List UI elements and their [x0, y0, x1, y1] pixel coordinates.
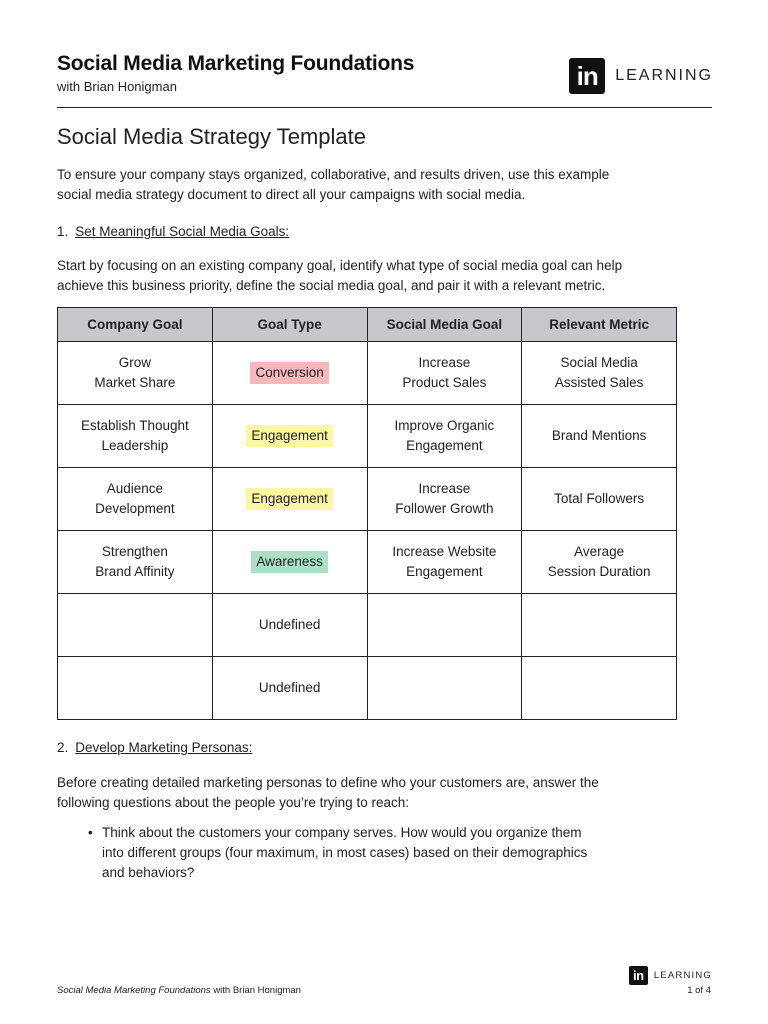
header-company-goal: Company Goal: [58, 308, 213, 342]
company-goal-cell-line: Grow: [118, 355, 151, 370]
relevant-metric-cell: [522, 342, 677, 405]
course-subtitle: with Brian Honigman: [57, 79, 177, 94]
relevant-metric-cell-line: Total Followers: [554, 491, 645, 506]
relevant-metric-cell-line: Social Media: [560, 355, 638, 370]
footer-linkedin-learning-logo: [629, 966, 712, 985]
relevant-metric-cell-line: Brand Mentions: [551, 428, 647, 443]
social-media-goal-cell: [367, 342, 522, 405]
relevant-metric-cell: [522, 468, 677, 531]
footer-credit: [57, 985, 301, 996]
section-2-body: Before creating detailed marketing personas to define who your customers are, answer the following questions about the people you’re trying to reach:: [57, 775, 599, 810]
table-row: [58, 531, 677, 594]
goal-type-tag: Engagement: [246, 488, 333, 510]
social-media-goal-cell-line: Engagement: [406, 564, 483, 579]
company-goal-cell: [58, 342, 213, 405]
linkedin-in-icon: in: [569, 58, 605, 94]
document-title: Social Media Strategy Template: [57, 124, 366, 149]
relevant-metric-cell-line: Average: [574, 544, 625, 559]
table-row: [58, 405, 677, 468]
goal-type-cell: [212, 531, 367, 594]
table-row: [58, 594, 677, 657]
company-goal-cell-line: Leadership: [101, 438, 169, 453]
linkedin-learning-logo: [569, 58, 713, 94]
social-media-goal-cell-line: Engagement: [406, 438, 483, 453]
social-media-goal-cell-line: Increase Website: [392, 544, 497, 559]
company-goal-cell: [58, 531, 213, 594]
goal-type-cell: [212, 594, 367, 657]
goal-type-tag: Conversion: [250, 362, 328, 384]
relevant-metric-cell: [522, 531, 677, 594]
section-2-heading: [57, 740, 252, 755]
goal-type-tag: Undefined: [258, 680, 321, 695]
relevant-metric-cell-line: Assisted Sales: [554, 375, 644, 390]
section-1-body: Start by focusing on an existing company goal, identify what type of social media goal can help achieve this business priority, define the social media goal, and pair it with a relevant metric.: [57, 258, 623, 293]
section-2-number: 2.: [57, 740, 69, 755]
company-goal-cell: [58, 405, 213, 468]
section-1-heading: [57, 224, 289, 239]
header-divider: [57, 107, 712, 108]
course-title: Social Media Marketing Foundations: [57, 52, 415, 75]
brand-wordmark: LEARNING: [615, 67, 713, 84]
section-1-heading-text: Set Meaningful Social Media Goals:: [75, 224, 290, 239]
relevant-metric-cell-line: Session Duration: [547, 564, 651, 579]
section-2-bullet-list: [88, 823, 598, 883]
footer-course-title: Social Media Marketing Foundations: [57, 985, 211, 996]
social-media-goal-cell-line: Improve Organic: [394, 418, 495, 433]
goal-type-tag: Awareness: [251, 551, 328, 573]
social-media-goal-cell: [367, 657, 522, 720]
table-header-row: [58, 308, 677, 342]
social-media-goal-cell: [367, 468, 522, 531]
footer-author: with Brian Honigman: [213, 985, 301, 996]
goal-type-cell: [212, 342, 367, 405]
header-social-media-goal: Social Media Goal: [367, 308, 522, 342]
company-goal-cell-line: Market Share: [94, 375, 176, 390]
company-goal-cell: [58, 594, 213, 657]
table-row: [58, 468, 677, 531]
goal-type-tag: Undefined: [258, 617, 321, 632]
company-goal-cell-line: Brand Affinity: [95, 564, 175, 579]
goal-type-cell: [212, 405, 367, 468]
company-goal-cell: [58, 657, 213, 720]
social-media-goal-cell-line: Increase: [418, 481, 471, 496]
relevant-metric-cell: [522, 594, 677, 657]
goal-type-cell: [212, 657, 367, 720]
company-goal-cell-line: Audience: [106, 481, 164, 496]
company-goal-cell-line: Establish Thought: [80, 418, 189, 433]
goal-type-tag: Engagement: [246, 425, 333, 447]
table-row: [58, 342, 677, 405]
social-media-goal-cell-line: Increase: [418, 355, 471, 370]
relevant-metric-cell: [522, 405, 677, 468]
table-row: [58, 657, 677, 720]
list-item-text: Think about the customers your company serves. How would you organize them into different groups (four maximum, in most cases) based on their demographics and behaviors?: [102, 825, 588, 880]
list-item: [88, 823, 598, 883]
social-media-goal-cell: [367, 405, 522, 468]
social-media-goal-cell: [367, 531, 522, 594]
header-goal-type: Goal Type: [212, 308, 367, 342]
section-2-heading-text: Develop Marketing Personas:: [75, 740, 253, 755]
company-goal-cell-line: Development: [95, 501, 175, 516]
page-number: 1 of 4: [687, 985, 711, 996]
intro-paragraph: To ensure your company stays organized, collaborative, and results driven, use this example social media strategy document to direct all your campaigns with social media.: [57, 167, 610, 202]
footer-brand-wordmark: LEARNING: [653, 970, 712, 981]
bullet-icon: •: [88, 825, 93, 840]
goals-table: [57, 307, 677, 720]
footer-linkedin-in-icon: in: [629, 966, 648, 985]
social-media-goal-cell: [367, 594, 522, 657]
goal-type-cell: [212, 468, 367, 531]
social-media-goal-cell-line: Product Sales: [402, 375, 487, 390]
section-1-number: 1.: [57, 224, 69, 239]
company-goal-cell: [58, 468, 213, 531]
company-goal-cell-line: Strengthen: [101, 544, 168, 559]
header-relevant-metric: Relevant Metric: [522, 308, 677, 342]
social-media-goal-cell-line: Follower Growth: [395, 501, 494, 516]
relevant-metric-cell: [522, 657, 677, 720]
